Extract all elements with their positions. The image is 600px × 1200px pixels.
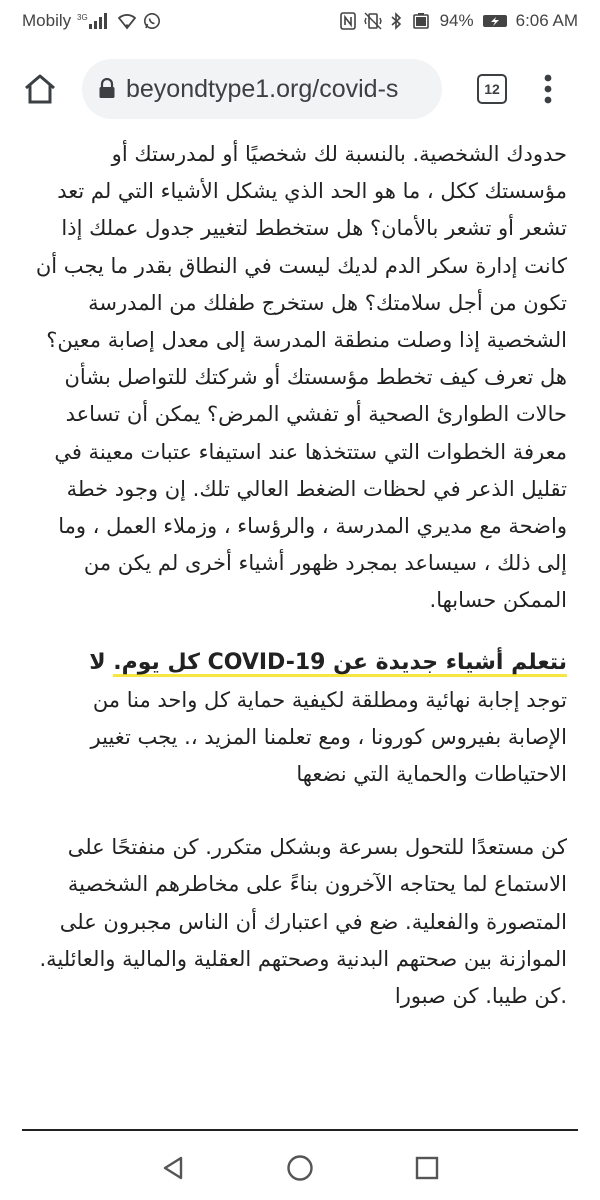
whatsapp-icon xyxy=(143,12,161,30)
network-type-label: 3G xyxy=(77,13,88,22)
section-divider xyxy=(22,1129,578,1131)
status-bar xyxy=(0,0,600,42)
more-vert-icon xyxy=(544,74,552,104)
nfc-icon xyxy=(340,12,356,30)
signal-icon xyxy=(77,12,111,30)
browser-toolbar xyxy=(0,42,600,136)
tabs-icon xyxy=(477,74,507,104)
lock-icon xyxy=(98,78,116,100)
more-menu-button[interactable] xyxy=(530,61,566,117)
back-button[interactable] xyxy=(153,1148,193,1188)
battery-icon xyxy=(410,12,432,30)
home-nav-button[interactable] xyxy=(280,1148,320,1188)
url-text: beyondtype1.org/covid-s xyxy=(126,74,399,103)
system-nav-bar xyxy=(0,1136,600,1200)
article-paragraph: توجد إجابة نهائية ومطلقة لكيفية حماية كل واحد منا من الإصابة بفيروس كورونا ، ومع تعلمنا المزيد ،. يجب تغيير الاحتياطات والحماية التي نضعها xyxy=(90,687,567,787)
section-heading xyxy=(30,644,567,682)
heading-suffix: لا xyxy=(89,649,106,675)
home-circle-icon xyxy=(286,1154,314,1182)
tab-switcher-button[interactable] xyxy=(468,61,516,117)
home-button[interactable] xyxy=(12,61,68,117)
tab-count: 12 xyxy=(484,81,500,97)
article-paragraph: حدودك الشخصية. بالنسبة لك شخصيًا أو لمدرستك أو مؤسستك ككل ، ما هو الحد الذي يشكل الأشياء التي لم تعد تشعر أو تشعر بالأمان؟ هل ستخطط لتغيير جدول عملك إذا كانت إدارة سكر الدم لديك ليست في النطاق بقدر ما يجب أن تكون من أجل سلامتك؟ هل ستخرج طفلك من المدرسة الشخصية إذا وصلت منطقة المدرسة إلى معدل إصابة معين؟ هل تعرف كيف تخطط مؤسستك أو شركتك للتواصل بشأن حالات الطوارئ الصحية أو تفشي المرض؟ يمكن أن تساعد معرفة الخطوات التي ستتخذها عند استيفاء عتبات معينة في تقليل الذعر في لحظات الضغط العالي تلك. إن وجود خطة واضحة مع مديري المدرسة ، والرؤساء ، وزملاء العمل ، وما إلى ذلك ، سيساعد بمجرد ظهور أشياء أخرى لم يكن من الممكن حسابها. xyxy=(35,142,567,613)
charging-icon xyxy=(482,14,508,28)
bluetooth-icon xyxy=(390,12,402,30)
vibrate-icon xyxy=(364,12,382,30)
article-paragraph: كن مستعدًا للتحول بسرعة وبشكل متكرر. كن منفتحًا على الاستماع لما يحتاجه الآخرون بناءً على مخاطرهم الشخصية المتصورة والفعلية. ضع في اعتبارك أن الناس مجبرون على الموازنة بين صحتهم البدنية وصحتهم العقلية والمالية والعائلية. .كن طيبا. كن صبورا xyxy=(39,835,567,1009)
recents-button[interactable] xyxy=(407,1148,447,1188)
home-icon xyxy=(23,73,57,105)
heading-highlight: نتعلم أشياء جديدة عن COVID-19 كل يوم. xyxy=(113,649,567,675)
carrier-label: Mobily xyxy=(22,11,72,30)
status-left xyxy=(22,11,161,31)
recents-icon xyxy=(415,1156,439,1180)
wifi-icon xyxy=(117,12,137,30)
status-right xyxy=(340,11,578,31)
battery-percent: 94% xyxy=(439,11,474,30)
clock: 6:06 AM xyxy=(515,11,578,30)
page-content[interactable] xyxy=(0,136,600,1136)
url-bar[interactable] xyxy=(82,59,442,119)
article-body xyxy=(0,136,600,1015)
back-icon xyxy=(161,1155,185,1181)
